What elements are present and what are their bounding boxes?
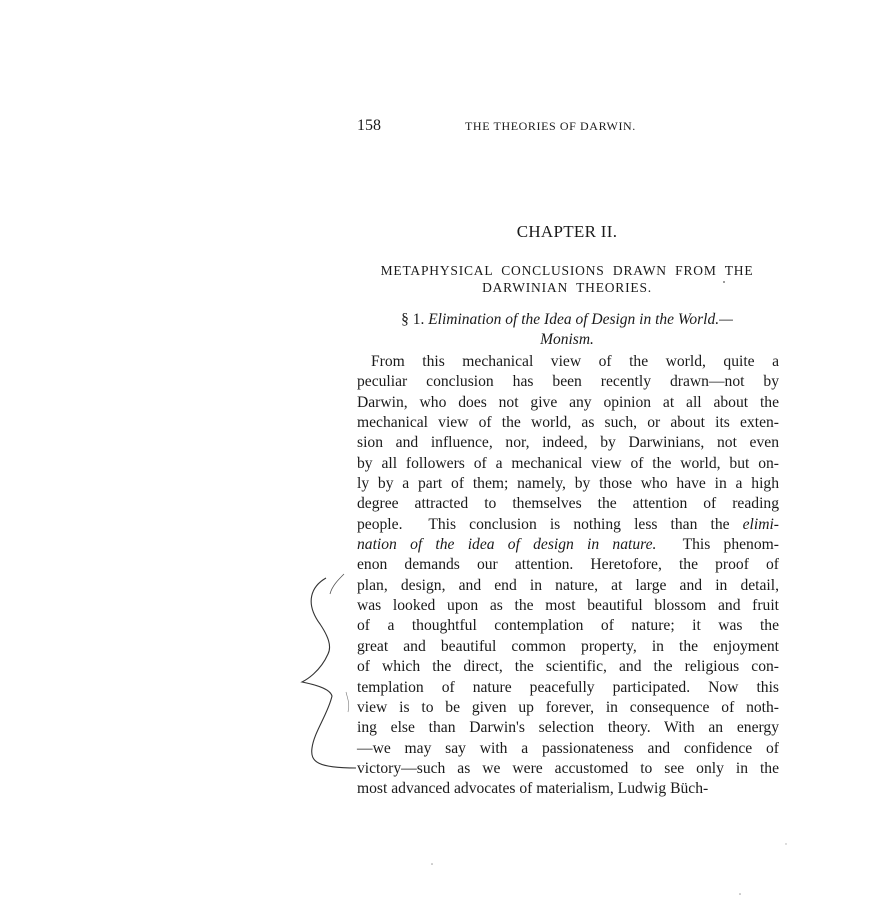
text-line: of which the direct, the scientific, and the religious con- — [357, 658, 779, 676]
text-line: great and beautiful common property, in the enjoyment — [357, 637, 779, 655]
text-line: mechanical view of the world, as such, or about its exten- — [357, 414, 779, 432]
text-line: Darwin, who does not give any opinion at all about the — [357, 393, 779, 411]
page-number: 158 — [357, 117, 381, 134]
text-line: peculiar conclusion has been recently drawn—not by — [357, 373, 779, 391]
text-line: enon demands our attention. Heretofore, the proof of — [357, 556, 779, 574]
text-line: was looked upon as the most beautiful blossom and fruit — [357, 597, 779, 615]
text-line: view is to be given up forever, in consequence of noth- — [357, 698, 779, 716]
running-head — [357, 117, 777, 137]
text-line: plan, design, and end in nature, at large and in detail, — [357, 576, 779, 594]
section-mark: § 1. — [401, 311, 425, 328]
margin-bracket-mark — [298, 572, 358, 782]
text-line: —we may say with a passionateness and confidence of — [357, 739, 779, 757]
text-line: by all followers of a mechanical view of the world, but on- — [357, 454, 779, 472]
chapter-heading: CHAPTER II. — [516, 222, 618, 241]
text-line: ing else than Darwin's selection theory. With an energy — [357, 719, 779, 737]
body-text — [357, 352, 779, 800]
section-title-line: Monism. — [540, 331, 594, 348]
chapter-subtitle-line: METAPHYSICAL CONCLUSIONS DRAWN FROM THE — [380, 263, 754, 278]
section-title-line: Elimination of the Idea of Design in the World.— — [428, 311, 733, 328]
text-fragment: people. This conclusion is nothing less than the — [357, 515, 743, 533]
text-line: most advanced advocates of materialism, Ludwig Büch- — [357, 780, 709, 798]
running-title: THE THEORIES OF DARWIN. — [465, 119, 636, 133]
text-fragment: This phenom- — [656, 536, 779, 554]
text-line: of a thoughtful contemplation of nature; it was the — [357, 617, 779, 635]
section-heading — [357, 310, 777, 350]
text-line: ly by a part of them; namely, by those who have in a high — [357, 475, 779, 493]
chapter-subtitle-line: DARWINIAN THEORIES. — [482, 280, 652, 295]
text-line — [357, 535, 779, 555]
text-line: victory—such as we were accustomed to see only in the — [357, 759, 779, 777]
text-line: sion and influence, nor, indeed, by Darwinians, not even — [357, 434, 779, 452]
text-line — [357, 515, 779, 535]
text-line: degree attracted to themselves the attention of reading — [357, 495, 779, 513]
italic-fragment: nation of the idea of design in nature. — [357, 536, 657, 554]
chapter-subtitle — [357, 262, 777, 296]
text-line: templation of nature peacefully participated. Now this — [357, 678, 779, 696]
text-line: From this mechanical view of the world, quite a — [371, 353, 779, 370]
italic-fragment: elimi- — [742, 515, 779, 533]
